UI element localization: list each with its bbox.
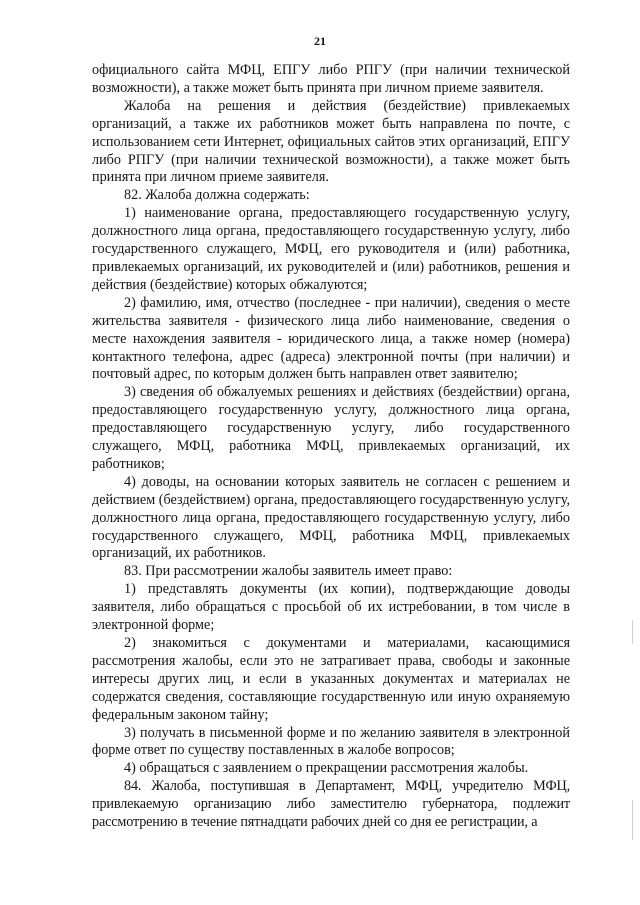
paragraph: 1) представлять документы (их копии), подтверждающие доводы заявителя, либо обращаться с просьбой об их истребовании, в том числе в электронной форме;	[92, 581, 570, 634]
paragraph: 3) получать в письменной форме и по желанию заявителя в электронной форме ответ по существу поставленных в жалобе вопросов;	[92, 724, 570, 759]
scan-artifact	[632, 800, 633, 840]
paragraph: 4) обращаться с заявлением о прекращении рассмотрения жалобы.	[124, 760, 529, 777]
document-body	[92, 62, 570, 832]
page-number: 21	[314, 34, 326, 48]
paragraph: официального сайта МФЦ, ЕПГУ либо РПГУ (при наличии технической возможности), а также может быть принята при личном приеме заявителя.	[92, 62, 570, 96]
paragraph: 82. Жалоба должна содержать:	[124, 187, 310, 204]
scan-artifact	[632, 620, 633, 644]
paragraph: 84. Жалоба, поступившая в Департамент, МФЦ, учредителю МФЦ, привлекаемую организацию либо заместителю губернатора, подлежит рассмотрению в течение пятнадцати рабочих дней со дня ее регистрации, а	[92, 778, 570, 831]
paragraph: Жалоба на решения и действия (бездействие) привлекаемых организаций, а также их работников может быть направлена по почте, с использованием сети Интернет, официальных сайтов этих организаций, ЕПГУ либо РПГУ (при наличии технической возможности), а также может быть принята при личном приеме заявителя.	[92, 97, 570, 186]
paragraph: 4) доводы, на основании которых заявитель не согласен с решением и действием (бездействием) органа, предоставляющего государственную услугу, должностного лица органа, предоставляющего государственную услугу, либо государственного служащего, МФЦ, работника МФЦ, привлекаемых организаций, их работников.	[92, 473, 570, 562]
paragraph: 2) фамилию, имя, отчество (последнее - при наличии), сведения о месте жительства заявителя - физического лица либо наименование, сведения о месте нахождения заявителя - юридического лица, а также номер (номера) контактного телефона, адрес (адреса) электронной почты (при наличии) и почтовый адрес, по которым должен быть направлен ответ заявителю;	[92, 294, 570, 383]
paragraph: 83. При рассмотрении жалобы заявитель имеет право:	[124, 563, 453, 580]
paragraph: 3) сведения об обжалуемых решениях и действиях (бездействии) органа, предоставляющего государственную услугу, должностного лица органа, предоставляющего государственную услугу, либо государственного служащего, МФЦ, работника МФЦ, привлекаемых организаций, их работников;	[92, 384, 570, 472]
paragraph: 2) знакомиться с документами и материалами, касающимися рассмотрения жалобы, если это не затрагивает права, свободы и законные интересы других лиц, и если в указанных документах и материалах не содержатся сведения, составляющие государственную или иную охраняемую федеральным законом тайну;	[92, 635, 570, 723]
paragraph: 1) наименование органа, предоставляющего государственную услугу, должностного лица органа, предоставляющего государственную услугу, либо государственного служащего, МФЦ, его руководителя и (или) работника, привлекаемых организаций, их руководителей и (или) работников, решения и действия (бездействие) которых обжалуются;	[92, 205, 570, 293]
